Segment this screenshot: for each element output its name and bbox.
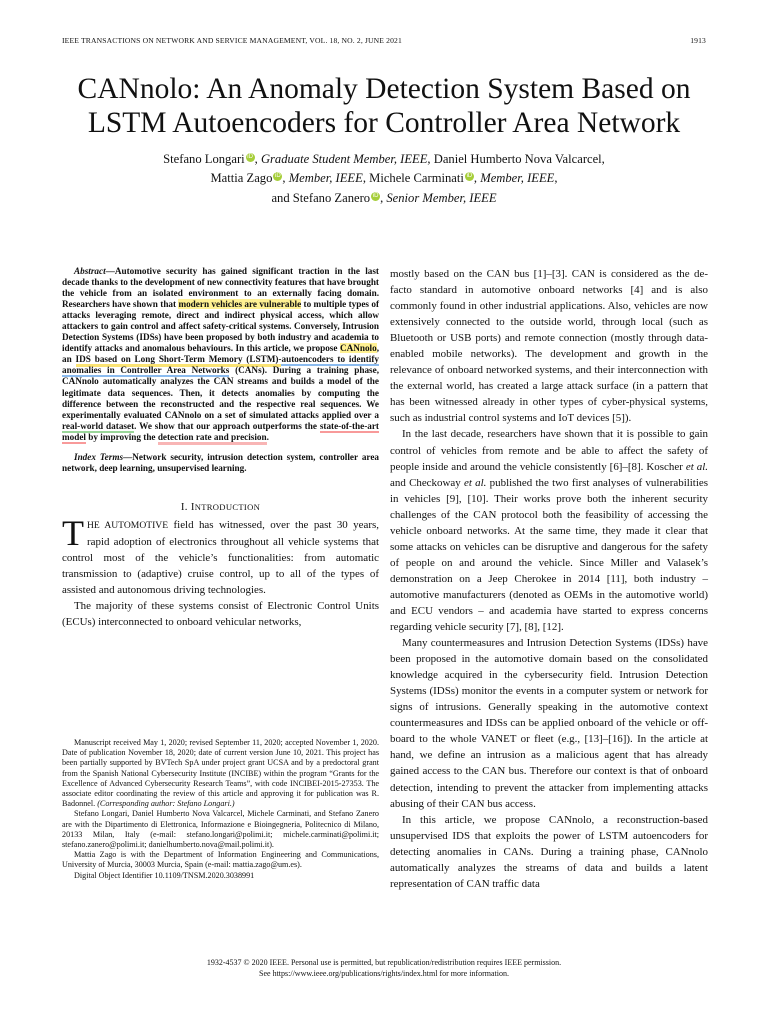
paper-title [30, 72, 738, 140]
author-role: Senior Member, IEEE [386, 190, 497, 205]
highlight-annotation[interactable]: modern vehicles are vulnerable [178, 299, 302, 310]
corresponding-author: (Corresponding author: Stefano Longari.) [97, 799, 235, 809]
et-al: et al. [463, 476, 487, 489]
body-paragraph: mostly based on the CAN bus [1]–[3]. CAN is considered as the de-facto standard in automotive onboard networks [4] and is also commonly found in other industrial applications. Also, vehicles are now extensively connected to the outside world, through local (such as Bluetooth or USB ports) and remote connection (mostly through data-enabled mobile networks). The development and growth in the relevance of onboard networked systems, and their interconnection with the external world, has created a large attack surface (in a pattern that has been witnessed already in other types of cyber-physical systems, such as industrial control systems and IoT devices [5]). [390, 268, 708, 425]
title-line-2: LSTM Autoencoders for Controller Area Network [87, 107, 681, 139]
right-column [390, 266, 708, 892]
author-conjunction: and [271, 190, 290, 205]
abstract-text: , an [62, 343, 379, 365]
author-name: Mattia Zago [210, 171, 273, 186]
body-paragraph [390, 426, 708, 635]
abstract-text: (CANs). During a training phase, CANnolo automatically analyzes the CAN streams and builds a model of the legitimate data sequences. Then, it detects anomalies by computing the difference between the reconstructed and the respective real sequences. We experimentally evaluated CANnolo on a set of simulated attacks applied over a [62, 365, 380, 420]
left-column [62, 266, 379, 630]
highlight-annotation[interactable]: autoencoders to identify anomalies in Controller Area Networks [62, 354, 379, 376]
section-title-rest: NTRODUCTION [194, 501, 261, 512]
index-terms-label: Index Terms [74, 451, 124, 462]
drop-cap: T [62, 512, 84, 553]
orcid-icon[interactable]: iD [275, 173, 281, 180]
abstract-label: Abstract [74, 266, 106, 276]
orcid-icon[interactable]: iD [247, 154, 253, 160]
running-header [62, 36, 706, 45]
footnote-affiliation: Stefano Longari, Daniel Humberto Nova Valcarcel, Michele Carminati, and Stefano Zanero are with the Dipartimento di Elettronica, Informazione e Bioingegneria, Politecnico di Milano, 20133 Milan, Italy (e-mail: stefano.longari@polimi.it; michele.carminati@polimi.it; stefano.zanero@polimi.it; danielhumberto.nova@mail.polimi.it). [62, 809, 379, 850]
section-heading [62, 501, 379, 513]
footnote-affiliation: Mattia Zago is with the Department of Information Engineering and Communications, University of Murcia, 30003 Murcia, Spain (e-mail: mattia.zago@um.es). [62, 850, 379, 870]
abstract-dash: — [105, 266, 115, 276]
abstract-text: . We show that our approach outperforms the [134, 420, 320, 431]
journal-citation: IEEE TRANSACTIONS ON NETWORK AND SERVICE MANAGEMENT, VOL. 18, NO. 2, JUNE 2021 [62, 36, 402, 45]
author-name: Michele Carminati [369, 171, 464, 186]
author-role: Member, IEEE [480, 171, 555, 186]
highlight-annotation[interactable]: CANnolo [339, 343, 377, 354]
author-role: Member, IEEE [288, 171, 363, 186]
title-line-1: CANnolo: An Anomaly Detection System Based on [77, 73, 691, 105]
author-name: Stefano Longari [163, 152, 245, 166]
author-name: Stefano Zanero [292, 190, 371, 205]
index-terms-dash: — [123, 451, 133, 462]
page-number: 1913 [690, 36, 706, 45]
highlight-annotation[interactable]: real-world dataset [62, 420, 135, 431]
highlight-annotation[interactable]: detection rate and precision [158, 432, 267, 445]
index-terms [62, 452, 379, 474]
body-paragraph: Many countermeasures and Intrusion Detection Systems (IDSs) have been proposed in the automotive domain based on the consolidated knowledge acquired in the cybersecurity field. Intrusion Detection Systems (IDSs) monitor the events in a computer system or network for signs of intrusions. Generally speaking in the automotive context countermeasures and IDSs can be applied onboard of the vehicle or off-board to the whole VANET or fleet (e.g., [13]–[16]). In the article at hand, we define an intrusion as a malicious agent that has already gained access to the CAN bus. Therefore our context is that of onboard detection, intending to prevent the attacker from implementing attacks abusing of their CAN bus access. [390, 637, 708, 810]
section-title-initial: I [190, 500, 195, 513]
intro-paragraph [62, 512, 379, 598]
intro-text: field has witnessed, over the past 30 years, rapid adoption of electronics throughout all vehicle systems that control most of the vehicle’s functionalities: from automatic transmission to (adaptive) cruise control, up to all of the types of assisted and autonomous driving technologies. [62, 518, 379, 597]
body-text: published the two first analyses of vulnerabilities in vehicles [9], [10]. Their works prove both the inherent security challenges of the CAN protocol both the feasibility of accessing the vehicle onboard networks. At the same time, they made it clear that some attacks on vehicles can be disruptive and dangerous for the safety of people on and around the vehicle. Since Miller and Valasek’s demonstration on a Jeep Cherokee in 2014 [11], both industry – automotive manufacturers (denoted as OEMs in the automotive world) and ECU vendors – and academia have started to express concerns regarding vehicle security [7], [8], [12]. [390, 476, 708, 634]
highlight-annotation[interactable]: IDS based on Long Short-Term Memory (LSTM)- [76, 354, 282, 367]
author-list: Stefano Longari iD , Graduate Student Member, IEEE, Daniel Humberto Nova Valcarcel, Mattia Zago iD , Member, IEEE, Michele Carminati iD , Member, IEEE, and Stefano Zanero iD , Senior Member, IEEE [163, 152, 605, 205]
footnote-manuscript [62, 738, 379, 809]
rights-url-line: See https://www.ieee.org/publications/rights/index.html for more information. [259, 969, 509, 978]
orcid-icon[interactable]: iD [372, 192, 379, 199]
author-role: Graduate Student Member, IEEE [260, 152, 428, 166]
footnote-text: Manuscript received May 1, 2020; revised September 11, 2020; accepted November 1, 2020. Date of publication November 18, 2020; date of current version June 10, 2021. This project has been partially supported by BVTech SpA under project grant UCSA and by a predoctoral grant from the Spanish National Cybersecurity Institute (INCIBE) within the program “Grants for the Excellence of Advanced Cybersecurity Research Teams”, with code INCIBEI-2015-27353. The associate editor coordinating the review of this article and approving it for publication was R. Badonnel. [62, 738, 379, 809]
copyright-notice [100, 957, 668, 979]
author-name: Daniel Humberto Nova Valcarcel, [433, 152, 605, 166]
copyright-line: 1932-4537 © 2020 IEEE. Personal use is permitted, but republication/redistribution requires IEEE permission. [206, 958, 562, 967]
abstract [62, 266, 379, 443]
index-terms-text: Network security, intrusion detection system, controller area network, deep learning, unsupervised learning. [62, 451, 380, 473]
orcid-icon[interactable]: iD [466, 173, 473, 180]
body-text: In the last decade, researchers have shown that it is possible to gain control of vehicles from remote and be able to affect the safety of people inside and around the vehicle consistently [6]–[8]. Koscher [390, 428, 708, 473]
footnote-doi: Digital Object Identifier 10.1109/TNSM.2020.3038991 [74, 870, 255, 880]
abstract-text: by improving the [86, 431, 158, 442]
highlight-annotation[interactable]: state-of-the-art model [62, 420, 379, 442]
et-al: et al. [685, 460, 709, 473]
intro-paragraph: The majority of these systems consist of Electronic Control Units (ECUs) interconnected to onboard vehicular networks, [62, 600, 379, 629]
intro-caps: HE AUTOMOTIVE [87, 519, 169, 531]
footnotes [62, 738, 379, 881]
abstract-text: to multiple types of attacks leveraging remote, direct and indirect physical access, which allow attackers to gain control and affect safety-critical systems. Conversely, Intrusion Detection Systems (IDSs) have been proposed by both industry and academia to identify attacks and anomalous behaviours. In this article, we propose [62, 299, 379, 354]
abstract-text: Automotive security has gained significant traction in the last decade thanks to the development of new connectivity features that have brought the vehicle from an isolated environment to an externally facing domain. Researchers have shown that [62, 266, 379, 310]
body-paragraph: In this article, we propose CANnolo, a reconstruction-based unsupervised IDS that exploits the power of LSTM autoencoders for detecting anomalies in CANs. During a training phase, CANnolo automatically analyzes the streams of data and builds a latent representation of CAN traffic data [390, 813, 708, 890]
body-text: and Checkoway [390, 476, 464, 489]
section-numeral: I. [180, 500, 188, 513]
abstract-text: . [266, 431, 269, 442]
